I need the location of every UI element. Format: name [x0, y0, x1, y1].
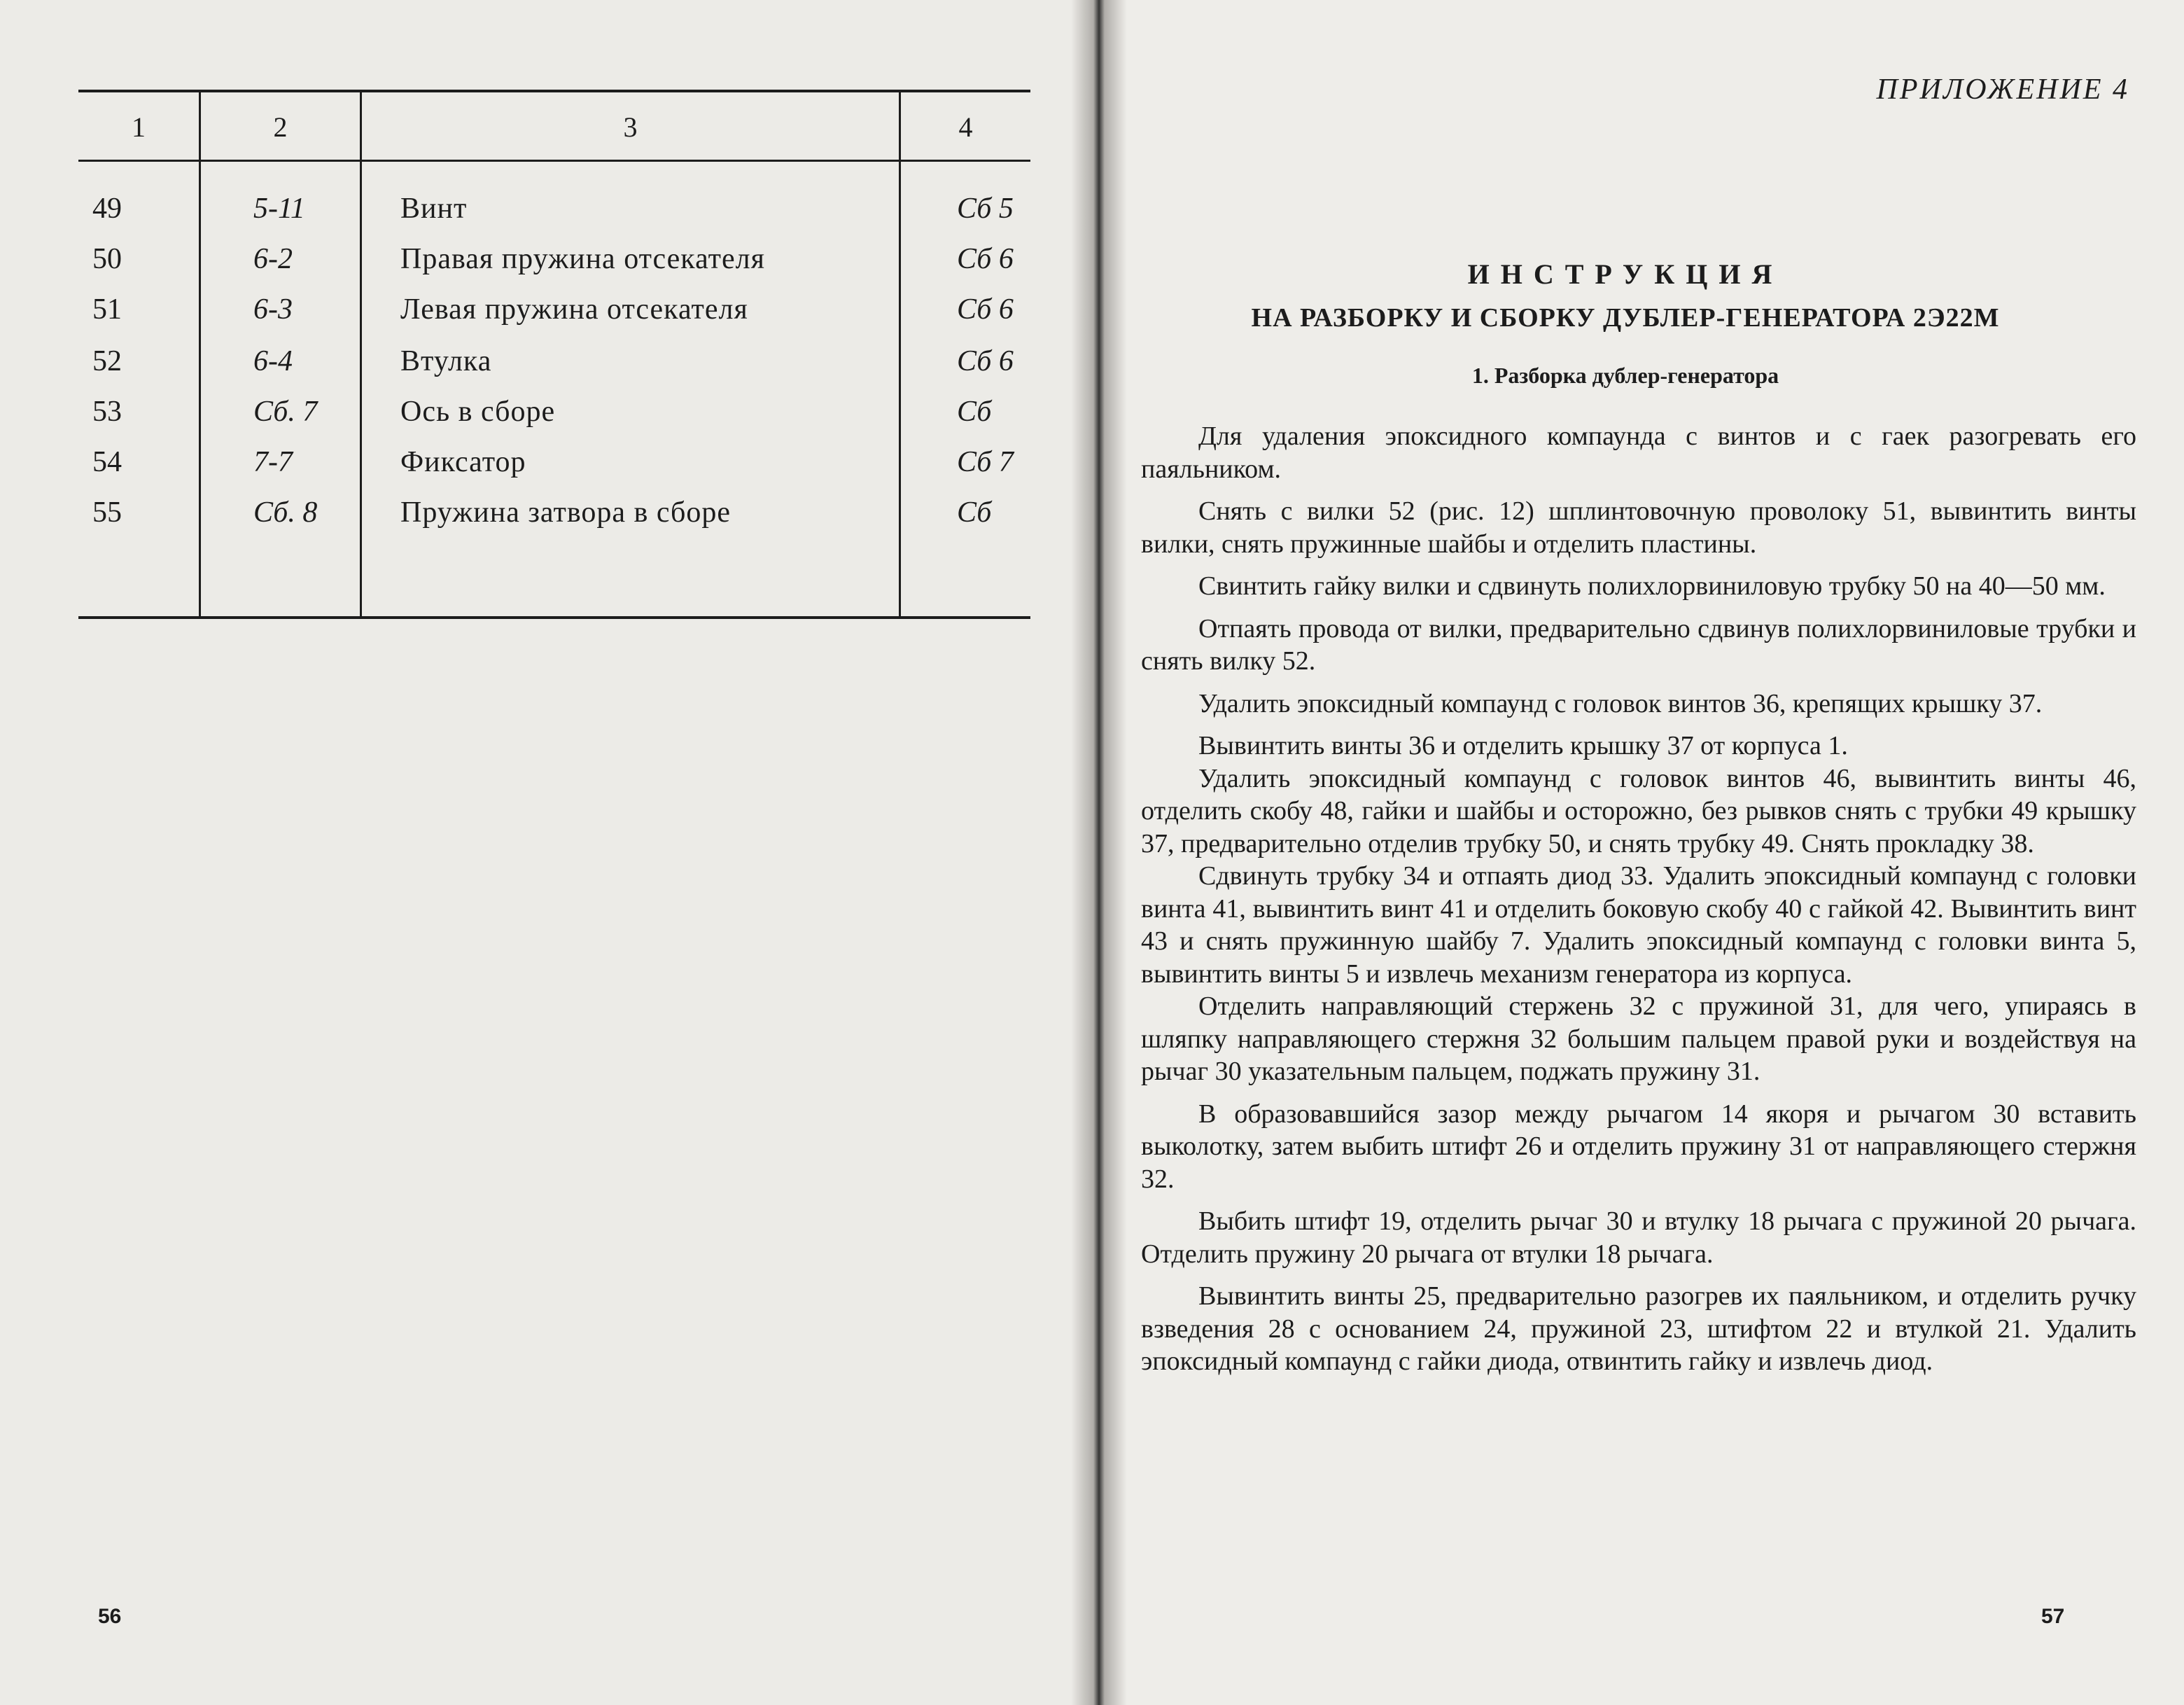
table-cell-ref: Сб 5 [957, 193, 1014, 225]
paragraph: Удалить эпоксидный компаунд с головок винтов 36, крепящих крышку 37. [1198, 688, 2043, 718]
book-gutter [1071, 0, 1127, 1705]
table-header-4: 4 [958, 111, 973, 143]
section-heading: 1. Разборка дублер-генератора [1471, 363, 1779, 388]
table-cell-num: 52 [92, 345, 122, 377]
table-cell-name: Винт [400, 193, 468, 225]
paragraph: Свинтить гайку вилки и сдвинуть полихлорвиниловую трубку 50 на 40—50 мм. [1198, 571, 2106, 601]
table-cell-num: 50 [92, 243, 122, 275]
page-number-left: 56 [98, 1605, 122, 1628]
document-title: ИНСТРУКЦИЯ [1467, 258, 1784, 290]
paragraph: Выбить штифт 19, отделить рычаг 30 и втулку 18 рычага с пружиной 20 рычага. Отделить пружину 20 рычага от втулки 18 рычага. [1141, 1206, 2136, 1269]
paragraph: Отделить направляющий стержень 32 с пружиной 31, для чего, упираясь в шляпку направляющего стержня 32 большим пальцем правой руки и воздействуя на рычаг 30 указательным пальцем, поджать пружину 31. [1141, 991, 2136, 1086]
paragraph: Отпаять провода от вилки, предварительно сдвинув полихлорвиниловые трубки и снять вилку 52. [1141, 613, 2136, 676]
table-cell-code: 6-4 [253, 345, 293, 377]
table-cell-code: 6-3 [253, 293, 293, 326]
table-cell-num: 55 [92, 496, 122, 529]
table-header-1: 1 [132, 111, 146, 143]
table-cell-name: Правая пружина отсекателя [400, 243, 765, 275]
table-cell-code: Сб. 7 [253, 396, 318, 428]
table-cell-ref: Сб 7 [957, 446, 1014, 478]
table-header-2: 2 [273, 111, 288, 143]
table-cell-num: 53 [92, 396, 122, 428]
paragraph: Сдвинуть трубку 34 и отпаять диод 33. Удалить эпоксидный компаунд с головки винта 41, вывинтить винт 41 и отделить боковую скобу 40 с гайкой 42. Вывинтить винт 43 и снять пружинную шайбу 7. Удалить эпоксидный компаунд с головки винта 5, вывинтить винты 5 и извлечь механизм генератора из корпуса. [1141, 861, 2136, 989]
paragraph: Вывинтить винты 36 и отделить крышку 37 от корпуса 1. [1198, 731, 1848, 760]
table-divider [899, 90, 901, 616]
table-cell-ref: Сб 6 [957, 345, 1014, 377]
document-subtitle: НА РАЗБОРКУ И СБОРКУ ДУБЛЕР-ГЕНЕРАТОРА 2Э22М [1251, 303, 2000, 333]
table-header-3: 3 [623, 111, 638, 143]
table-cell-ref: Сб 6 [957, 243, 1014, 275]
table-cell-name: Ось в сборе [400, 396, 556, 428]
right-page [1086, 0, 2184, 1705]
left-page [0, 0, 1086, 1705]
table-cell-name: Левая пружина отсекателя [400, 293, 748, 326]
paragraph: Снять с вилки 52 (рис. 12) шплинтовочную проволоку 51, вывинтить винты вилки, снять пружинные шайбы и отделить пластины. [1141, 496, 2136, 559]
paragraph: Удалить эпоксидный компаунд с головок винтов 46, вывинтить винты 46, отделить скобу 48, гайки и шайбы и осторожно, без рывков снять с трубки 49 крышку 37, предварительно отделив трубку 50, и снять трубку 49. Снять прокладку 38. [1141, 763, 2136, 858]
paragraph: Для удаления эпоксидного компаунда с винтов и с гаек разогревать его паяльником. [1141, 422, 2136, 484]
table-cell-num: 51 [92, 293, 122, 326]
table-cell-code: 7-7 [253, 446, 293, 478]
paragraph: Вывинтить винты 25, предварительно разогрев их паяльником, и отделить ручку взведения 28 с основанием 24, пружиной 23, штифтом 22 и втулкой 21. Удалить эпоксидный компаунд с гайки диода, отвинтить гайку и извлечь диод. [1141, 1281, 2136, 1376]
paragraph: В образовавшийся зазор между рычагом 14 якоря и рычагом 30 вставить выколотку, затем выбить штифт 26 и отделить пружину 31 от направляющего стержня 32. [1141, 1099, 2136, 1194]
parts-table [78, 90, 1030, 626]
table-cell-name: Втулка [400, 345, 492, 377]
table-cell-ref: Сб [957, 496, 992, 529]
table-header-rule [78, 160, 1030, 162]
table-cell-code: 5-11 [253, 193, 305, 225]
table-cell-ref: Сб [957, 396, 992, 428]
table-cell-code: Сб. 8 [253, 496, 318, 529]
table-cell-ref: Сб 6 [957, 293, 1014, 326]
table-divider [360, 90, 362, 616]
table-cell-name: Фиксатор [400, 446, 526, 478]
table-cell-num: 54 [92, 446, 122, 478]
appendix-label: ПРИЛОЖЕНИЕ 4 [1876, 74, 2129, 106]
table-cell-name: Пружина затвора в сборе [400, 496, 732, 529]
table-cell-num: 49 [92, 193, 122, 225]
table-bottom-rule [78, 616, 1030, 619]
table-top-rule [78, 90, 1030, 92]
table-cell-code: 6-2 [253, 243, 293, 275]
table-divider [199, 90, 201, 616]
page-number-right: 57 [2041, 1605, 2065, 1628]
instruction-text [1141, 420, 2136, 1378]
